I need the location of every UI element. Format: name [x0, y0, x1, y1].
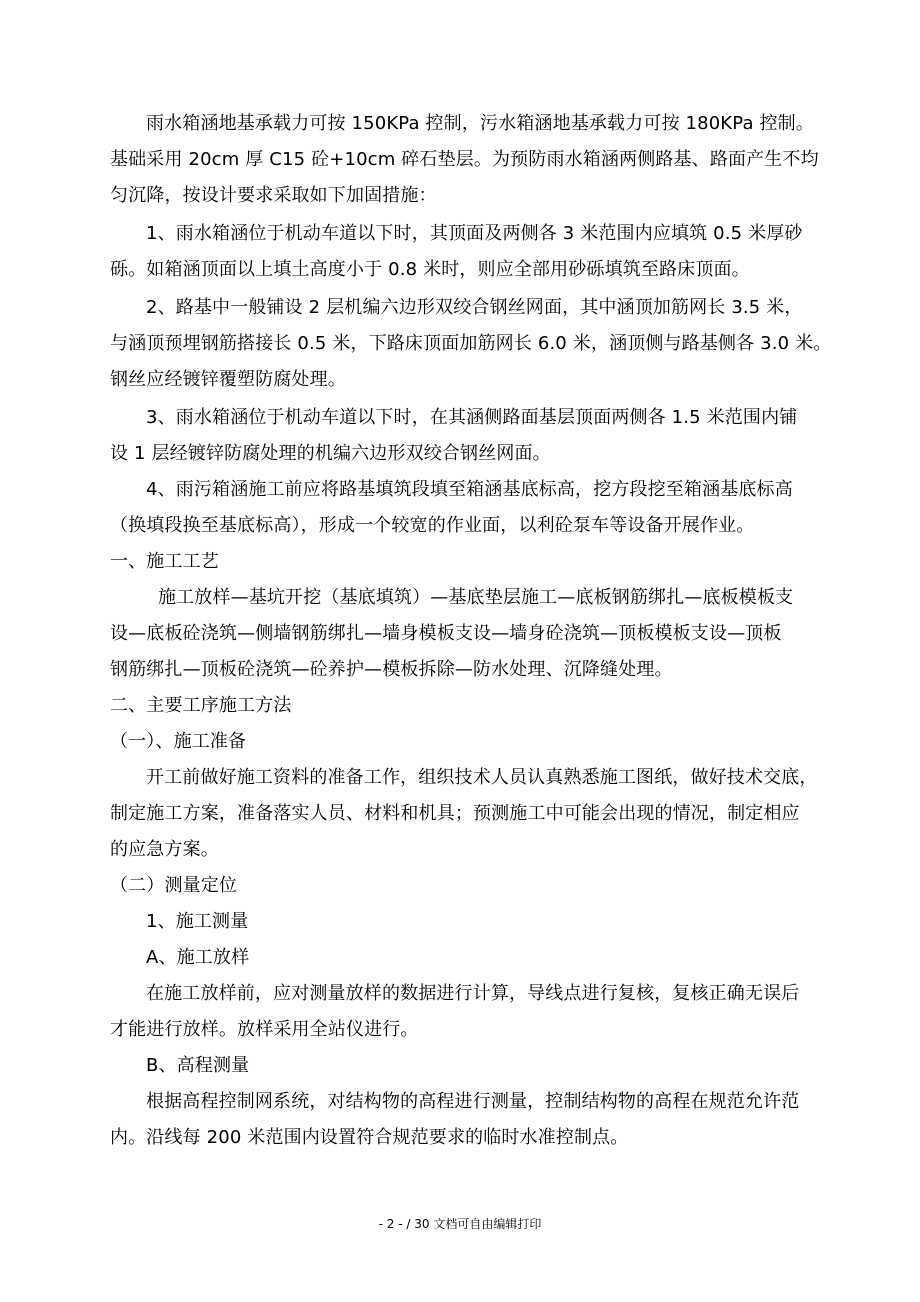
- list-item-line: 4、雨污箱涵施工前应将路基填筑段填至箱涵基底标高，挖方段挖至箱涵基底标高: [146, 479, 793, 500]
- paragraph-line: 的应急方案。: [110, 839, 219, 860]
- paragraph-line: 设—底板砼浇筑—侧墙钢筋绑扎—墙身模板支设—墙身砼浇筑—顶板模板支设—顶板: [110, 623, 782, 644]
- item-heading: A、施工放样: [146, 947, 250, 968]
- paragraph-line: 基础采用 20cm 厚 C15 砼+10cm 碎石垫层。为预防雨水箱涵两侧路基、路面产生不均: [110, 149, 819, 170]
- subsection-heading: （一）、施工准备: [110, 731, 247, 752]
- subsection-heading: （二）测量定位: [110, 875, 238, 896]
- paragraph-line: 在施工放样前，应对测量放样的数据进行计算，导线点进行复核，复核正确无误后: [146, 983, 800, 1004]
- paragraph-line: 制定施工方案，准备落实人员、材料和机具；预测施工中可能会出现的情况，制定相应: [110, 803, 800, 824]
- list-item-line: 设 1 层经镀锌防腐处理的机编六边形双绞合钢丝网面。: [110, 443, 551, 464]
- item-heading: 1、施工测量: [146, 911, 249, 932]
- list-item-line: 1、雨水箱涵位于机动车道以下时，其顶面及两侧各 3 米范围内应填筑 0.5 米厚砂: [146, 223, 803, 244]
- paragraph-line: 才能进行放样。放样采用全站仪进行。: [110, 1019, 419, 1040]
- page-footer: - 2 - / 30 文档可自由编辑打印: [378, 1217, 542, 1231]
- paragraph-line: 施工放样—基坑开挖（基底填筑）—基底垫层施工—底板钢筋绑扎—底板模板支: [158, 587, 794, 608]
- section-heading: 二、主要工序施工方法: [110, 695, 292, 716]
- section-heading: 一、施工工艺: [110, 551, 219, 572]
- item-heading: B、高程测量: [146, 1055, 250, 1076]
- paragraph-line: 开工前做好施工资料的准备工作，组织技术人员认真熟悉施工图纸，做好技术交底，: [146, 767, 818, 788]
- list-item-line: （换填段换至基底标高），形成一个较宽的作业面，以利砼泵车等设备开展作业。: [110, 515, 755, 536]
- list-item-line: 与涵顶预埋钢筋搭接长 0.5 米，下路床顶面加筋网长 6.0 米，涵顶侧与路基侧各 3.0 米。: [110, 333, 832, 354]
- list-item-line: 砾。如箱涵顶面以上填土高度小于 0.8 米时，则应全部用砂砾填筑至路床顶面。: [110, 259, 750, 280]
- list-item-line: 3、雨水箱涵位于机动车道以下时，在其涵侧路面基层顶面两侧各 1.5 米范围内铺: [146, 407, 798, 428]
- paragraph-line: 内。沿线每 200 米范围内设置符合规范要求的临时水准控制点。: [110, 1127, 629, 1148]
- paragraph-line: 雨水箱涵地基承载力可按 150KPa 控制，污水箱涵地基承载力可按 180KPa 控制。: [146, 113, 814, 134]
- paragraph-line: 根据高程控制网系统，对结构物的高程进行测量，控制结构物的高程在规范允许范: [146, 1091, 800, 1112]
- paragraph-line: 匀沉降，按设计要求采取如下加固措施：: [110, 185, 437, 206]
- list-item-line: 钢丝应经镀锌覆塑防腐处理。: [110, 369, 346, 390]
- paragraph-line: 钢筋绑扎—顶板砼浇筑—砼养护—模板拆除—防水处理、沉降缝处理。: [110, 659, 673, 680]
- list-item-line: 2、路基中一般铺设 2 层机编六边形双绞合钢丝网面，其中涵顶加筋网长 3.5 米，: [146, 297, 803, 318]
